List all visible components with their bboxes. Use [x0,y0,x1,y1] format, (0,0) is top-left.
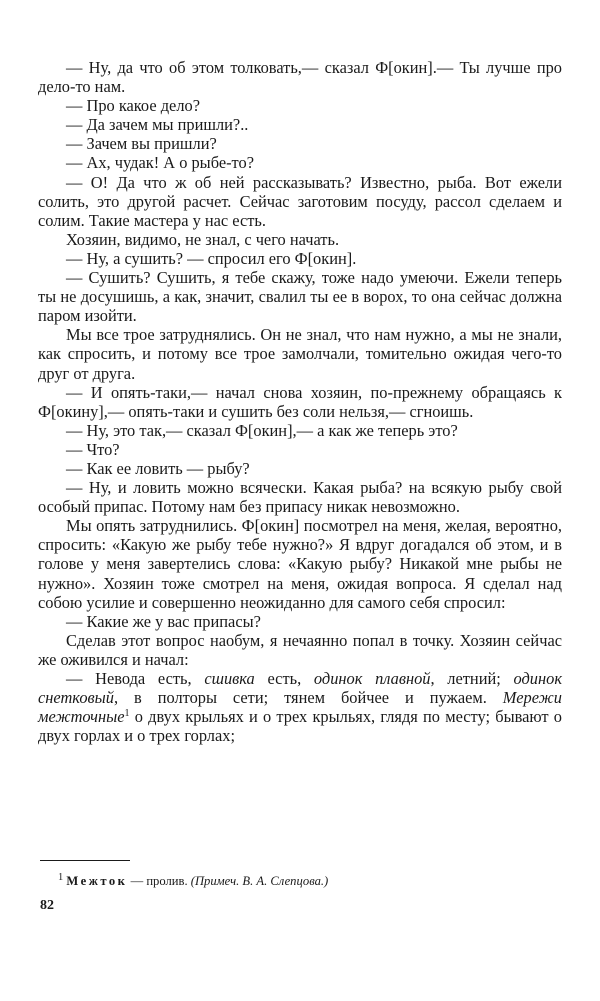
text-run: , в полторы сети; тянем бойчее и пужаем. [113,688,503,708]
footnote-definition: — пролив. [127,874,191,889]
paragraph: — Зачем вы пришли? [66,134,217,154]
paragraph: Мы все трое затруднялись. Он не знал, что нам нужно, а мы не знали, как спросить, и потому все трое замолчали, томительно ожидая чего-то друг от друга. [38,325,562,383]
paragraph: — Про какое дело? [66,96,200,116]
paragraph: Хозяин, видимо, не знал, с чего начать. [66,229,340,249]
text-run: , летний; [430,669,514,688]
footnote-attribution: (Примеч. В. А. Слепцова.) [190,874,329,889]
paragraph: — Ну, а сушить? — спросил его Ф[окин]. [66,248,357,268]
paragraph: — Ну, да что об этом толковать,— сказал Ф[окин].— Ты лучше про дело-то нам. [38,58,562,97]
paragraph: — Да зачем мы пришли?.. [66,115,249,135]
paragraph: — Ну, это так,— сказал Ф[окин],— а как же теперь это? [66,420,458,440]
footnote-divider [40,860,130,861]
italic-term: сшивка [204,669,255,688]
paragraph: Сделав этот вопрос наобум, я нечаянно попал в точку. Хозяин сейчас же оживился и начал: [38,630,562,669]
text-run: о двух крыльях и о трех крыльях, глядя по месту; бывают о двух горлах и о трех горлах; [38,707,562,746]
footnote [40,870,560,889]
footnote-mark: 1 [58,872,64,883]
italic-term: одинок плавной [313,669,431,688]
paragraph: — Какие же у вас припасы? [66,611,261,631]
italic-term: Мережи межточные [38,688,562,727]
text-run: — Невода есть, [66,669,205,688]
paragraph-with-footnote [38,669,562,745]
italic-term: одинок снетковый [38,669,562,708]
paragraph: — О! Да что ж об ней рассказывать? Известно, рыба. Вот ежели солить, это другой расчет. Сейчас заготовим посуду, рассол сделаем и солим. Такие мастера у нас есть. [38,172,562,230]
paragraph: — Ну, и ловить можно всячески. Какая рыба? на всякую рыбу свой особый припас. Потому нам без припасу никак невозможно. [38,478,562,517]
paragraph: — И опять-таки,— начал снова хозяин, по-прежнему обращаясь к Ф[окину],— опять-таки и сушить без соли нельзя,— сгноишь. [38,382,562,421]
paragraph: Мы опять затруднились. Ф[окин] посмотрел на меня, желая, вероятно, спросить: «Какую же рыбу тебе нужно?» Я вдруг догадался об этом, и в голове у меня завертелись слова: «Какую рыбу? Никакой мне рыбы не нужно». Хозяин тоже смотрел на меня, ожидая вопроса. Я сделал над собою усилие и совершенно неожиданно для самого себя спросил: [38,516,562,612]
footnote-reference[interactable]: 1 [124,708,130,720]
paragraph: — Ах, чудак! А о рыбе-то? [66,153,254,173]
paragraph: — Сушить? Сушить, я тебе скажу, тоже надо умеючи. Ежели теперь ты не досушишь, а как, значит, свалил ты ее в ворох, то она сейчас должна паром изойти. [38,268,562,326]
footnote-term: Межток [66,874,128,889]
text-run: есть, [254,669,314,688]
paragraph: — Что? [66,439,120,459]
page-text [38,58,562,745]
paragraph: — Как ее ловить — рыбу? [66,458,250,478]
page-number: 82 [40,898,54,913]
